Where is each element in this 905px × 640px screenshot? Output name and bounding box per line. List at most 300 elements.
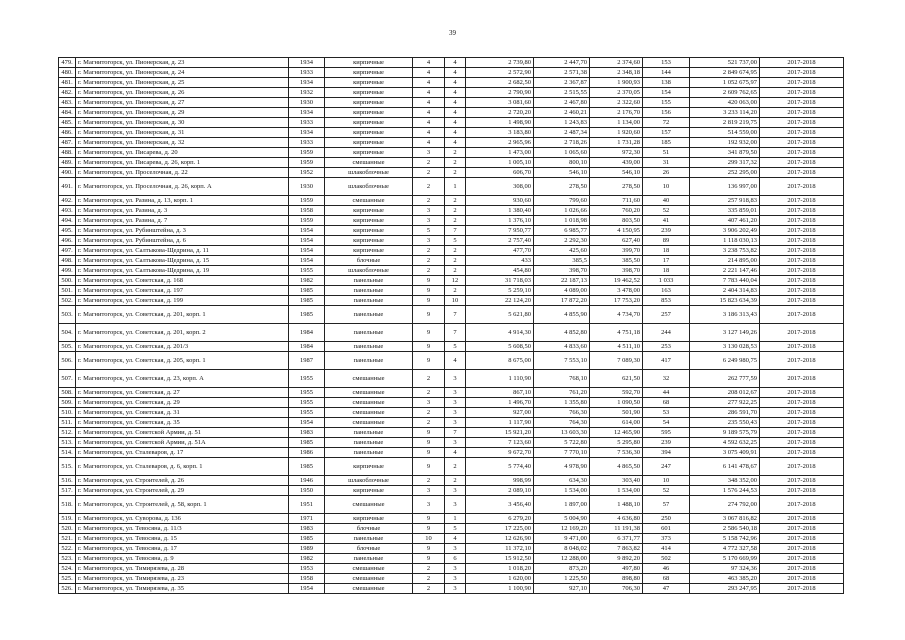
cell-residential-area: 11 191,38 (590, 524, 643, 534)
cell-repair-period: 2017-2018 (760, 418, 844, 428)
cell-repair-period: 2017-2018 (760, 306, 844, 324)
cell-address: г. Магнитогорск, ул. Пионерская, д. 25 (76, 78, 289, 88)
cell-total-area: 308,00 (466, 178, 534, 196)
cell-address: г. Магнитогорск, ул. Разина, д. 13, корп. 1 (76, 196, 289, 206)
cell-row-number: 516. (59, 476, 76, 486)
cell-repair-period: 2017-2018 (760, 574, 844, 584)
cell-row-number: 509. (59, 398, 76, 408)
cell-floors: 9 (413, 286, 445, 296)
cell-residential-area: 12 465,90 (590, 428, 643, 438)
cell-repair-period: 2017-2018 (760, 476, 844, 486)
cell-total-area: 1 496,70 (466, 398, 534, 408)
cell-cost: 3 075 409,91 (690, 448, 760, 458)
cell-cost: 3 186 313,43 (690, 306, 760, 324)
cell-residents: 185 (643, 138, 690, 148)
cell-year-built: 1933 (289, 68, 325, 78)
cell-total-area: 2 682,50 (466, 78, 534, 88)
table-row (59, 534, 844, 544)
cell-entrances: 4 (445, 88, 466, 98)
cell-address: г. Магнитогорск, ул. Советская, д. 197 (76, 286, 289, 296)
cell-floors: 4 (413, 128, 445, 138)
cell-floors: 2 (413, 418, 445, 428)
cell-total-area: 454,80 (466, 266, 534, 276)
cell-living-area: 5 722,80 (534, 438, 590, 448)
cell-row-number: 525. (59, 574, 76, 584)
cell-year-built: 1958 (289, 574, 325, 584)
cell-living-area: 2 460,21 (534, 108, 590, 118)
cell-entrances: 4 (445, 534, 466, 544)
cell-residential-area: 898,80 (590, 574, 643, 584)
cell-row-number: 503. (59, 306, 76, 324)
cell-entrances: 4 (445, 58, 466, 68)
cell-cost: 208 012,67 (690, 388, 760, 398)
cell-row-number: 499. (59, 266, 76, 276)
cell-residential-area: 399,70 (590, 246, 643, 256)
cell-entrances: 4 (445, 128, 466, 138)
cell-residential-area: 621,50 (590, 370, 643, 388)
cell-address: г. Магнитогорск, ул. Тимирязева, д. 28 (76, 564, 289, 574)
cell-total-area: 31 718,03 (466, 276, 534, 286)
cell-residential-area: 592,70 (590, 388, 643, 398)
cell-floors: 2 (413, 564, 445, 574)
cell-cost: 235 550,43 (690, 418, 760, 428)
cell-year-built: 1946 (289, 476, 325, 486)
cell-living-area: 4 978,90 (534, 458, 590, 476)
table-row (59, 388, 844, 398)
cell-residents: 52 (643, 206, 690, 216)
cell-floors: 5 (413, 226, 445, 236)
cell-living-area: 4 089,00 (534, 286, 590, 296)
cell-entrances: 2 (445, 148, 466, 158)
cell-living-area: 2 292,30 (534, 236, 590, 246)
cell-residents: 53 (643, 408, 690, 418)
table-row (59, 544, 844, 554)
cell-residential-area: 1 534,00 (590, 486, 643, 496)
table-row (59, 206, 844, 216)
cell-repair-period: 2017-2018 (760, 324, 844, 342)
table-row (59, 486, 844, 496)
cell-total-area: 3 183,80 (466, 128, 534, 138)
cell-address: г. Магнитогорск, ул. Советской Армии, д. 51 (76, 428, 289, 438)
cell-residential-area: 7 536,30 (590, 448, 643, 458)
cell-living-area: 1 355,80 (534, 398, 590, 408)
cell-floors: 9 (413, 438, 445, 448)
cell-entrances: 1 (445, 178, 466, 196)
cell-row-number: 483. (59, 98, 76, 108)
cell-total-area: 2 739,80 (466, 58, 534, 68)
cell-residents: 250 (643, 514, 690, 524)
cell-residents: 44 (643, 388, 690, 398)
cell-residential-area: 7 863,82 (590, 544, 643, 554)
cell-total-area: 7 950,77 (466, 226, 534, 236)
cell-repair-period: 2017-2018 (760, 148, 844, 158)
cell-total-area: 1 620,00 (466, 574, 534, 584)
cell-living-area: 1 065,60 (534, 148, 590, 158)
cell-year-built: 1950 (289, 486, 325, 496)
cell-address: г. Магнитогорск, ул. Сталеваров, д. 17 (76, 448, 289, 458)
cell-residents: 41 (643, 216, 690, 226)
cell-residents: 502 (643, 554, 690, 564)
cell-row-number: 506. (59, 352, 76, 370)
cell-cost: 274 792,00 (690, 496, 760, 514)
cell-row-number: 485. (59, 118, 76, 128)
cell-cost: 3 130 028,53 (690, 342, 760, 352)
cell-residential-area: 972,30 (590, 148, 643, 158)
cell-wall-material: шлакоблочные (325, 476, 413, 486)
cell-residents: 138 (643, 78, 690, 88)
cell-repair-period: 2017-2018 (760, 78, 844, 88)
cell-repair-period: 2017-2018 (760, 296, 844, 306)
cell-address: г. Магнитогорск, ул. Тевосяна, д. 15 (76, 534, 289, 544)
cell-residential-area: 2 322,60 (590, 98, 643, 108)
cell-residential-area: 1 920,60 (590, 128, 643, 138)
cell-residents: 157 (643, 128, 690, 138)
cell-living-area: 385,5 (534, 256, 590, 266)
cell-year-built: 1934 (289, 108, 325, 118)
cell-cost: 1 118 030,13 (690, 236, 760, 246)
cell-address: г. Магнитогорск, ул. Разина, д. 3 (76, 206, 289, 216)
cell-row-number: 526. (59, 584, 76, 594)
cell-residential-area: 4 734,70 (590, 306, 643, 324)
cell-repair-period: 2017-2018 (760, 458, 844, 476)
cell-address: г. Магнитогорск, ул. Салтыкова-Щедрина, д. 15 (76, 256, 289, 266)
cell-address: г. Магнитогорск, ул. Писарева, д. 20 (76, 148, 289, 158)
table-row (59, 514, 844, 524)
cell-residents: 239 (643, 438, 690, 448)
cell-cost: 348 352,00 (690, 476, 760, 486)
cell-residential-area: 17 753,20 (590, 296, 643, 306)
cell-total-area: 1 376,10 (466, 216, 534, 226)
cell-address: г. Магнитогорск, ул. Советская, д. 201, корп. 2 (76, 324, 289, 342)
cell-cost: 3 067 816,82 (690, 514, 760, 524)
cell-year-built: 1959 (289, 158, 325, 168)
cell-floors: 2 (413, 196, 445, 206)
cell-repair-period: 2017-2018 (760, 98, 844, 108)
cell-wall-material: панельные (325, 286, 413, 296)
cell-row-number: 492. (59, 196, 76, 206)
cell-residents: 156 (643, 108, 690, 118)
cell-total-area: 2 572,90 (466, 68, 534, 78)
cell-cost: 3 906 202,49 (690, 226, 760, 236)
table-row (59, 108, 844, 118)
cell-address: г. Магнитогорск, ул. Строителей, д. 58, корп. 1 (76, 496, 289, 514)
cell-address: г. Магнитогорск, ул. Советская, д. 23, корп. А (76, 370, 289, 388)
table-row (59, 418, 844, 428)
cell-repair-period: 2017-2018 (760, 524, 844, 534)
cell-cost: 7 783 440,04 (690, 276, 760, 286)
cell-row-number: 520. (59, 524, 76, 534)
cell-address: г. Магнитогорск, ул. Рубинштейна, д. 3 (76, 226, 289, 236)
cell-entrances: 2 (445, 476, 466, 486)
cell-row-number: 500. (59, 276, 76, 286)
cell-total-area: 433 (466, 256, 534, 266)
table-row (59, 98, 844, 108)
cell-total-area: 477,70 (466, 246, 534, 256)
cell-repair-period: 2017-2018 (760, 286, 844, 296)
cell-residential-area: 4 751,18 (590, 324, 643, 342)
cell-total-area: 998,99 (466, 476, 534, 486)
cell-year-built: 1934 (289, 128, 325, 138)
cell-residential-area: 1 090,50 (590, 398, 643, 408)
cell-wall-material: смешанные (325, 370, 413, 388)
cell-row-number: 487. (59, 138, 76, 148)
cell-residential-area: 9 892,20 (590, 554, 643, 564)
cell-residents: 417 (643, 352, 690, 370)
cell-year-built: 1934 (289, 58, 325, 68)
cell-year-built: 1930 (289, 178, 325, 196)
cell-repair-period: 2017-2018 (760, 88, 844, 98)
cell-year-built: 1986 (289, 448, 325, 458)
cell-total-area: 927,00 (466, 408, 534, 418)
cell-repair-period: 2017-2018 (760, 428, 844, 438)
cell-total-area: 2 790,90 (466, 88, 534, 98)
cell-entrances: 4 (445, 98, 466, 108)
cell-cost: 2 819 219,75 (690, 118, 760, 128)
cell-total-area: 2 965,96 (466, 138, 534, 148)
cell-residential-area: 385,50 (590, 256, 643, 266)
cell-wall-material: кирпичные (325, 216, 413, 226)
cell-address: г. Магнитогорск, ул. Советская, д. 29 (76, 398, 289, 408)
cell-wall-material: шлакоблочные (325, 178, 413, 196)
table-row (59, 88, 844, 98)
cell-entrances: 3 (445, 496, 466, 514)
table-row (59, 276, 844, 286)
cell-living-area: 2 718,26 (534, 138, 590, 148)
table-row (59, 236, 844, 246)
cell-total-area: 3 081,60 (466, 98, 534, 108)
table-row (59, 168, 844, 178)
cell-wall-material: блочные (325, 256, 413, 266)
cell-wall-material: панельные (325, 534, 413, 544)
cell-row-number: 511. (59, 418, 76, 428)
table-row (59, 554, 844, 564)
cell-living-area: 425,60 (534, 246, 590, 256)
cell-address: г. Магнитогорск, ул. Советская, д. 168 (76, 276, 289, 286)
cell-entrances: 2 (445, 168, 466, 178)
cell-living-area: 9 471,00 (534, 534, 590, 544)
cell-wall-material: смешанные (325, 564, 413, 574)
cell-cost: 136 997,00 (690, 178, 760, 196)
cell-row-number: 484. (59, 108, 76, 118)
cell-address: г. Магнитогорск, ул. Советская, д. 35 (76, 418, 289, 428)
cell-address: г. Магнитогорск, ул. Советская, д. 27 (76, 388, 289, 398)
cell-cost: 192 932,00 (690, 138, 760, 148)
cell-floors: 9 (413, 514, 445, 524)
cell-cost: 262 777,59 (690, 370, 760, 388)
cell-address: г. Магнитогорск, ул. Пионерская, д. 27 (76, 98, 289, 108)
cell-year-built: 1954 (289, 584, 325, 594)
page-number: 39 (449, 29, 456, 37)
table-row (59, 438, 844, 448)
cell-repair-period: 2017-2018 (760, 342, 844, 352)
cell-residents: 72 (643, 118, 690, 128)
cell-address: г. Магнитогорск, ул. Советская, д. 205, корп. 1 (76, 352, 289, 370)
cell-floors: 2 (413, 584, 445, 594)
cell-address: г. Магнитогорск, ул. Писарева, д. 26, корп. 1 (76, 158, 289, 168)
cell-repair-period: 2017-2018 (760, 256, 844, 266)
cell-repair-period: 2017-2018 (760, 408, 844, 418)
cell-floors: 3 (413, 236, 445, 246)
cell-cost: 420 063,00 (690, 98, 760, 108)
table-row (59, 408, 844, 418)
cell-entrances: 10 (445, 296, 466, 306)
cell-residents: 57 (643, 496, 690, 514)
cell-entrances: 3 (445, 398, 466, 408)
cell-floors: 2 (413, 246, 445, 256)
cell-floors: 9 (413, 448, 445, 458)
table-body (59, 58, 844, 594)
cell-year-built: 1933 (289, 138, 325, 148)
cell-living-area: 22 187,13 (534, 276, 590, 286)
table-row (59, 78, 844, 88)
cell-repair-period: 2017-2018 (760, 236, 844, 246)
cell-cost: 341 879,50 (690, 148, 760, 158)
cell-year-built: 1954 (289, 418, 325, 428)
cell-residential-area: 5 295,80 (590, 438, 643, 448)
table-row (59, 148, 844, 158)
cell-cost: 286 591,70 (690, 408, 760, 418)
cell-repair-period: 2017-2018 (760, 178, 844, 196)
cell-repair-period: 2017-2018 (760, 266, 844, 276)
cell-floors: 9 (413, 296, 445, 306)
cell-cost: 335 859,01 (690, 206, 760, 216)
cell-row-number: 512. (59, 428, 76, 438)
cell-floors: 2 (413, 266, 445, 276)
cell-floors: 2 (413, 158, 445, 168)
cell-wall-material: кирпичные (325, 68, 413, 78)
cell-address: г. Магнитогорск, ул. Тевосяна, д. 11/3 (76, 524, 289, 534)
cell-row-number: 517. (59, 486, 76, 496)
cell-address: г. Магнитогорск, ул. Советская, д. 31 (76, 408, 289, 418)
cell-total-area: 5 608,50 (466, 342, 534, 352)
cell-wall-material: панельные (325, 438, 413, 448)
cell-living-area: 13 603,30 (534, 428, 590, 438)
cell-cost: 3 127 149,26 (690, 324, 760, 342)
cell-cost: 2 404 314,83 (690, 286, 760, 296)
cell-year-built: 1989 (289, 544, 325, 554)
table-row (59, 352, 844, 370)
cell-year-built: 1984 (289, 324, 325, 342)
cell-wall-material: панельные (325, 306, 413, 324)
cell-wall-material: смешанные (325, 574, 413, 584)
cell-total-area: 5 621,80 (466, 306, 534, 324)
cell-address: г. Магнитогорск, ул. Советская, д. 199 (76, 296, 289, 306)
cell-year-built: 1955 (289, 266, 325, 276)
cell-residents: 68 (643, 574, 690, 584)
cell-entrances: 3 (445, 370, 466, 388)
cell-total-area: 8 675,00 (466, 352, 534, 370)
cell-living-area: 761,20 (534, 388, 590, 398)
cell-row-number: 496. (59, 236, 76, 246)
table-row (59, 256, 844, 266)
cell-entrances: 1 (445, 514, 466, 524)
cell-total-area: 2 757,40 (466, 236, 534, 246)
cell-living-area: 7 770,10 (534, 448, 590, 458)
cell-entrances: 4 (445, 118, 466, 128)
cell-residents: 46 (643, 564, 690, 574)
cell-year-built: 1983 (289, 524, 325, 534)
cell-residential-area: 2 348,18 (590, 68, 643, 78)
cell-total-area: 1 110,90 (466, 370, 534, 388)
cell-row-number: 502. (59, 296, 76, 306)
cell-row-number: 494. (59, 216, 76, 226)
cell-row-number: 493. (59, 206, 76, 216)
cell-repair-period: 2017-2018 (760, 246, 844, 256)
cell-cost: 293 247,95 (690, 584, 760, 594)
cell-living-area: 1 243,83 (534, 118, 590, 128)
cell-entrances: 4 (445, 68, 466, 78)
cell-total-area: 12 626,90 (466, 534, 534, 544)
cell-living-area: 1 897,00 (534, 496, 590, 514)
cell-living-area: 7 553,10 (534, 352, 590, 370)
cell-year-built: 1934 (289, 78, 325, 88)
cell-address: г. Магнитогорск, ул. Разина, д. 7 (76, 216, 289, 226)
cell-year-built: 1982 (289, 276, 325, 286)
cell-residents: 155 (643, 98, 690, 108)
cell-total-area: 5 774,40 (466, 458, 534, 476)
cell-living-area: 6 985,77 (534, 226, 590, 236)
cell-floors: 10 (413, 534, 445, 544)
cell-residential-area: 303,40 (590, 476, 643, 486)
cell-row-number: 507. (59, 370, 76, 388)
cell-repair-period: 2017-2018 (760, 158, 844, 168)
table-row (59, 226, 844, 236)
cell-residential-area: 3 478,00 (590, 286, 643, 296)
cell-row-number: 514. (59, 448, 76, 458)
cell-wall-material: панельные (325, 342, 413, 352)
cell-repair-period: 2017-2018 (760, 438, 844, 448)
cell-living-area: 1 018,98 (534, 216, 590, 226)
cell-wall-material: кирпичные (325, 514, 413, 524)
cell-residents: 257 (643, 306, 690, 324)
cell-cost: 463 385,20 (690, 574, 760, 584)
table-row (59, 138, 844, 148)
cell-address: г. Магнитогорск, ул. Пионерская, д. 24 (76, 68, 289, 78)
cell-row-number: 519. (59, 514, 76, 524)
cell-cost: 214 895,00 (690, 256, 760, 266)
cell-residential-area: 1 488,10 (590, 496, 643, 514)
cell-floors: 4 (413, 138, 445, 148)
cell-entrances: 3 (445, 438, 466, 448)
cell-total-area: 1 018,20 (466, 564, 534, 574)
cell-floors: 2 (413, 370, 445, 388)
cell-living-area: 2 571,38 (534, 68, 590, 78)
table-row (59, 246, 844, 256)
cell-year-built: 1984 (289, 342, 325, 352)
cell-wall-material: смешанные (325, 496, 413, 514)
cell-floors: 2 (413, 256, 445, 266)
cell-living-area: 12 169,20 (534, 524, 590, 534)
cell-address: г. Магнитогорск, ул. Пионерская, д. 32 (76, 138, 289, 148)
cell-repair-period: 2017-2018 (760, 168, 844, 178)
table-row (59, 428, 844, 438)
cell-year-built: 1985 (289, 458, 325, 476)
cell-living-area: 2 467,80 (534, 98, 590, 108)
table-row (59, 584, 844, 594)
cell-wall-material: кирпичные (325, 458, 413, 476)
cell-cost: 97 324,36 (690, 564, 760, 574)
cell-address: г. Магнитогорск, ул. Строителей, д. 29 (76, 486, 289, 496)
cell-total-area: 1 117,90 (466, 418, 534, 428)
cell-year-built: 1959 (289, 216, 325, 226)
table-row (59, 196, 844, 206)
cell-repair-period: 2017-2018 (760, 514, 844, 524)
cell-repair-period: 2017-2018 (760, 58, 844, 68)
cell-living-area: 800,10 (534, 158, 590, 168)
cell-wall-material: панельные (325, 428, 413, 438)
table-row (59, 370, 844, 388)
cell-entrances: 7 (445, 306, 466, 324)
